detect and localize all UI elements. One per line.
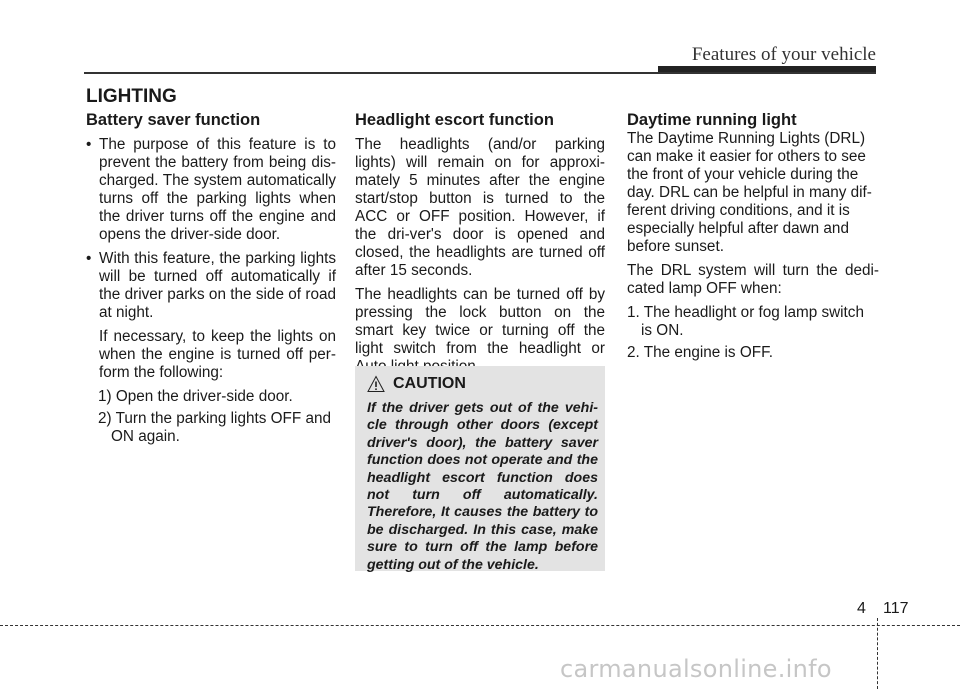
page-number: 117 bbox=[883, 600, 909, 617]
battery-saver-list bbox=[86, 136, 336, 322]
caution-box bbox=[355, 366, 605, 571]
list-item: • The purpose of this feature is to prevent the battery from being dis-charged. The system automatically turns off the parking lights when the driver turns off the engine and opens the driver-side door. bbox=[86, 136, 336, 244]
headlight-escort-paragraph-1: The headlights (and/or parking lights) will remain on for approxi-mately 5 minutes after the engine start/stop button is turned to the ACC or OFF position. However, if the dri-ver's door is opened and closed, the headlights are turned off after 15 seconds. bbox=[355, 136, 605, 279]
caution-header bbox=[367, 372, 598, 396]
battery-saver-step-1: 1) Open the driver-side door. bbox=[98, 388, 293, 405]
headlight-escort-heading: Headlight escort function bbox=[355, 111, 554, 129]
battery-saver-column bbox=[86, 110, 336, 450]
section-title: LIGHTING bbox=[86, 86, 177, 107]
chapter-number: 4 bbox=[857, 600, 866, 617]
drl-paragraph-2: The DRL system will turn the dedi-cated lamp OFF when: bbox=[627, 262, 879, 297]
header-rule bbox=[84, 72, 876, 74]
drl-condition-1: 1. The headlight or fog lamp switch is ON. bbox=[627, 304, 864, 339]
battery-saver-heading: Battery saver function bbox=[86, 111, 261, 129]
watermark: carmanualsonline.info bbox=[560, 655, 832, 683]
battery-saver-step-2: 2) Turn the parking lights OFF and ON again. bbox=[98, 410, 331, 445]
drl-condition-2: 2. The engine is OFF. bbox=[627, 344, 773, 361]
list-item: • With this feature, the parking lights will be turned off automatically if the driver parks on the side of road at night. bbox=[86, 250, 336, 322]
caution-title: CAUTION bbox=[393, 375, 466, 392]
drl-heading: Daytime running light bbox=[627, 111, 797, 129]
header-title: Features of your vehicle bbox=[691, 44, 876, 65]
warning-triangle-icon bbox=[367, 375, 385, 393]
battery-saver-followup: If necessary, to keep the lights on when the engine is turned off per-form the following: bbox=[99, 328, 336, 381]
footer-divider bbox=[877, 618, 878, 689]
headlight-escort-paragraph-2: The headlights can be turned off by pressing the lock button on the smart key twice or turning off the light switch from the headlight or bbox=[355, 286, 605, 357]
footer-rule bbox=[0, 625, 960, 626]
headlight-escort-column bbox=[355, 110, 605, 382]
caution-text: If the driver gets out of the vehi-cle through other doors (except driver's door), the battery saver function does not operate and the headlight escort function does not turn off automatically. Therefore, It causes the battery to be discharged. In this case, make sure to turn off the lamp before getting out of the vehicle. bbox=[367, 400, 598, 573]
drl-column bbox=[627, 110, 879, 366]
drl-paragraph-1: The Daytime Running Lights (DRL) can make it easier for others to see the front of your vehicle during the day. DRL can be helpful in many dif-ferent driving conditions, and it is especially helpful after dawn and before sunset. bbox=[627, 130, 872, 255]
